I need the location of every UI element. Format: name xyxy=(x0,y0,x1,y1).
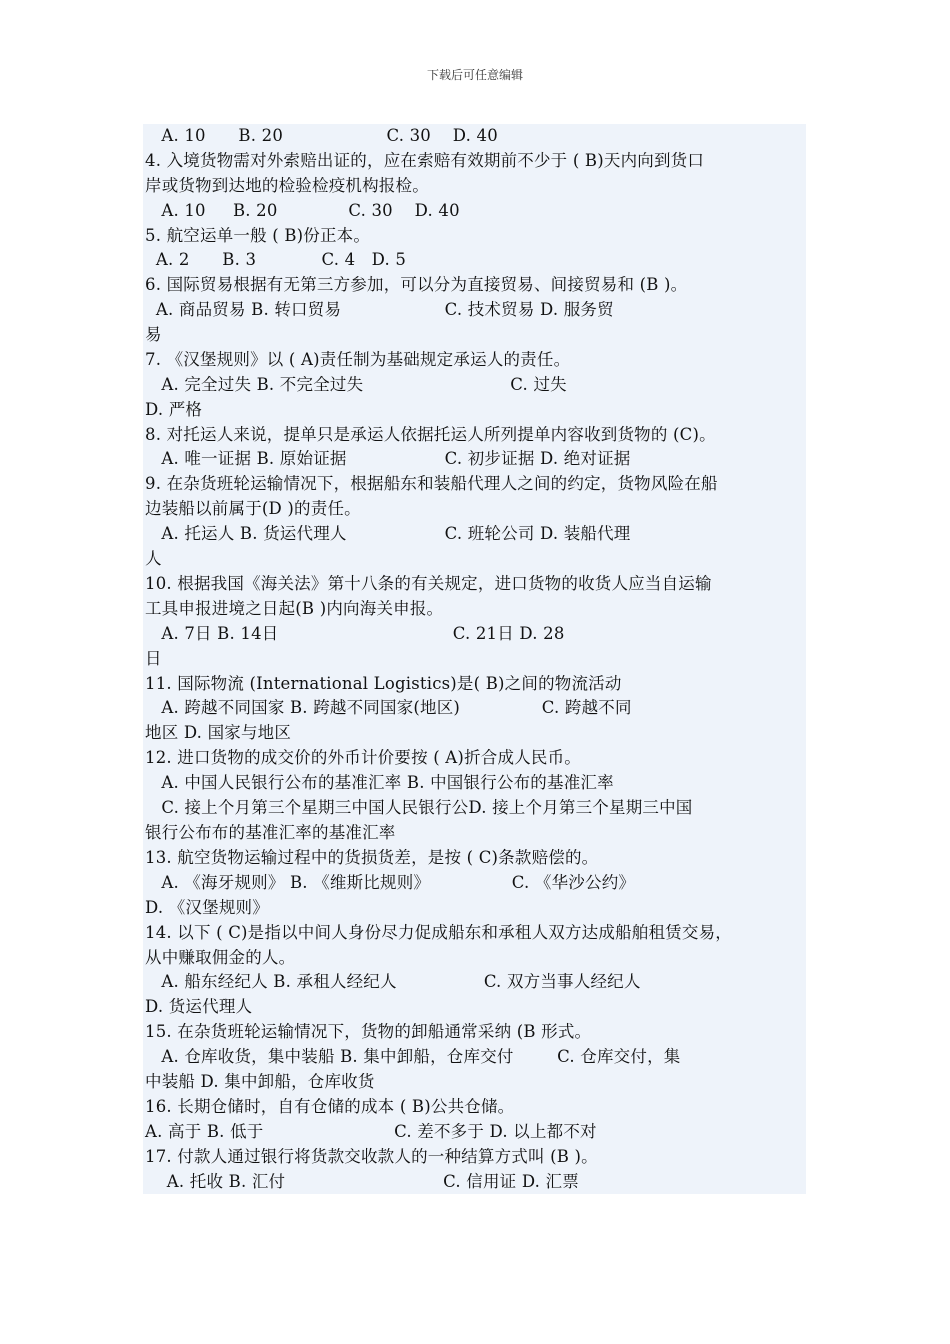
line-24: A. 跨越不同国家 B. 跨越不同国家(地区) C. 跨越不同 xyxy=(145,698,632,717)
line-37: 15. 在杂货班轮运输情况下，货物的卸船通常采纳 (B 形式。 xyxy=(145,1022,592,1041)
line-18: 人 xyxy=(145,549,162,568)
line-35: A. 船东经纪人 B. 承租人经纪人 C. 双方当事人经纪人 xyxy=(145,972,641,991)
line-36: D. 货运代理人 xyxy=(145,997,253,1016)
line-23: 11. 国际物流 (International Logistics)是( B)之间的物流活动 xyxy=(145,674,622,693)
line-33: 14. 以下 ( C)是指以中间人身份尽力促成船东和承租人双方达成船舶租赁交易， xyxy=(145,923,732,942)
line-7: 6. 国际贸易根据有无第三方参加，可以分为直接贸易、间接贸易和 (B )。 xyxy=(145,275,688,294)
line-16: 边装船以前属于(D )的责任。 xyxy=(145,499,361,518)
line-22: 日 xyxy=(145,649,162,668)
line-34: 从中赚取佣金的人。 xyxy=(145,948,296,967)
line-13: 8. 对托运人来说，提单只是承运人依据托运人所列提单内容收到货物的 (C)。 xyxy=(145,425,716,444)
line-20: 工具申报进境之日起(B )内向海关申报。 xyxy=(145,599,444,618)
line-38: A. 仓库收货，集中装船 B. 集中卸船，仓库交付 C. 仓库交付，集 xyxy=(145,1047,681,1066)
line-27: A. 中国人民银行公布的基准汇率 B. 中国银行公布的基准汇率 xyxy=(145,773,614,792)
line-8: A. 商品贸易 B. 转口贸易 C. 技术贸易 D. 服务贸 xyxy=(145,300,614,319)
line-1: A. 10 B. 20 C. 30 D. 40 xyxy=(145,126,498,145)
line-2: 4. 入境货物需对外索赔出证的，应在索赔有效期前不少于 ( B)天内向到货口 xyxy=(145,151,705,170)
line-5: 5. 航空运单一般 ( B)份正本。 xyxy=(145,226,371,245)
line-19: 10. 根据我国《海关法》第十八条的有关规定，进口货物的收货人应当自运输 xyxy=(145,574,712,593)
question-content xyxy=(143,124,806,1194)
line-28: C. 接上个月第三个星期三中国人民银行公D. 接上个月第三个星期三中国 xyxy=(145,798,693,817)
line-41: A. 高于 B. 低于 C. 差不多于 D. 以上都不对 xyxy=(145,1122,597,1141)
line-40: 16. 长期仓储时，自有仓储的成本 ( B)公共仓储。 xyxy=(145,1097,515,1116)
line-6: A. 2 B. 3 C. 4 D. 5 xyxy=(145,250,407,269)
line-15: 9. 在杂货班轮运输情况下，根据船东和装船代理人之间的约定，货物风险在船 xyxy=(145,474,718,493)
line-21: A. 7日 B. 14日 C. 21日 D. 28 xyxy=(145,624,565,643)
line-39: 中装船 D. 集中卸船，仓库收货 xyxy=(145,1072,375,1091)
line-3: 岸或货物到达地的检验检疫机构报检。 xyxy=(145,176,429,195)
line-25: 地区 D. 国家与地区 xyxy=(145,723,292,742)
line-31: A. 《海牙规则》 B. 《维斯比规则》 C. 《华沙公约》 xyxy=(145,873,636,892)
line-29: 银行公布布的基准汇率的基准汇率 xyxy=(145,823,396,842)
line-43: A. 托收 B. 汇付 C. 信用证 D. 汇票 xyxy=(145,1172,579,1191)
line-42: 17. 付款人通过银行将货款交收款人的一种结算方式叫 (B )。 xyxy=(145,1147,598,1166)
line-17: A. 托运人 B. 货运代理人 C. 班轮公司 D. 装船代理 xyxy=(145,524,631,543)
line-26: 12. 进口货物的成交价的外币计价要按 ( A)折合成人民币。 xyxy=(145,748,581,767)
page-header: 下载后可任意编辑 xyxy=(426,68,523,82)
line-32: D. 《汉堡规则》 xyxy=(145,898,269,917)
line-4: A. 10 B. 20 C. 30 D. 40 xyxy=(145,201,460,220)
line-14: A. 唯一证据 B. 原始证据 C. 初步证据 D. 绝对证据 xyxy=(145,449,631,468)
line-30: 13. 航空货物运输过程中的货损货差，是按 ( C)条款赔偿的。 xyxy=(145,848,599,867)
line-9: 易 xyxy=(145,325,162,344)
line-12: D. 严格 xyxy=(145,400,203,419)
line-11: A. 完全过失 B. 不完全过失 C. 过失 xyxy=(145,375,567,394)
line-10: 7. 《汉堡规则》以 ( A)责任制为基础规定承运人的责任。 xyxy=(145,350,571,369)
